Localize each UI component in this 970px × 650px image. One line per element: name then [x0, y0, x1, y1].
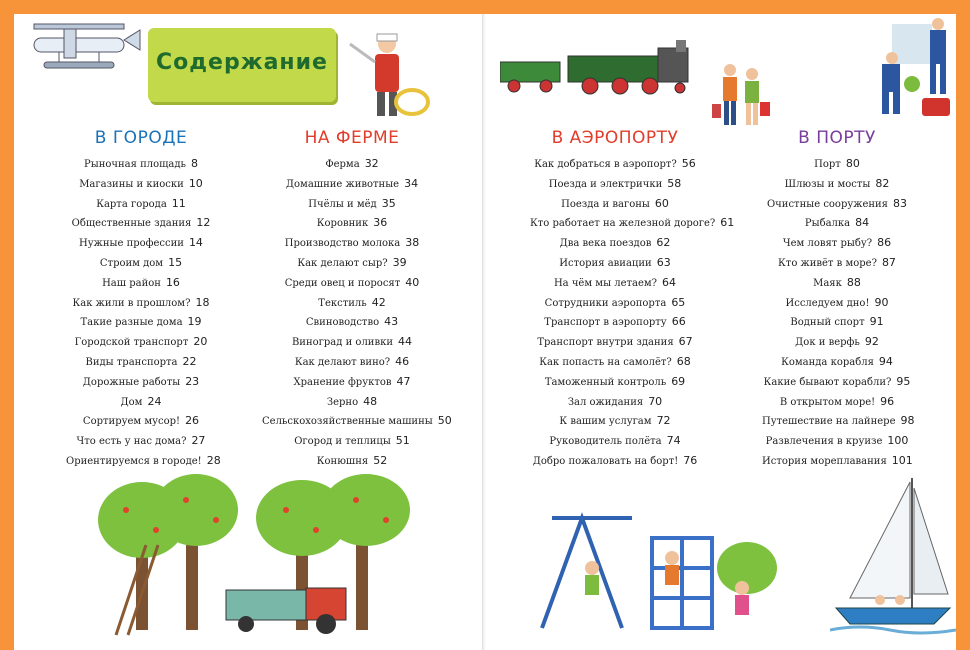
toc-entry-label: Среди овец и поросят	[284, 277, 401, 289]
toc-entry-label: Чем ловят рыбу?	[782, 238, 873, 250]
toc-entry[interactable]	[762, 233, 912, 253]
toc-entry-page-number: 47	[396, 374, 411, 388]
toc-entry-label: Как делают сыр?	[297, 257, 388, 269]
toc-entry-label: Водный спорт	[790, 317, 865, 329]
toc-entry-page-number: 36	[373, 216, 388, 230]
toc-entry-page-number: 28	[206, 453, 221, 467]
toc-entry-label: Текстиль	[318, 297, 367, 309]
section-on-the-farm	[262, 128, 452, 471]
toc-entry-label: На чём мы летаем?	[553, 277, 658, 289]
toc-entry[interactable]	[262, 293, 442, 313]
toc-entry-page-number: 101	[891, 453, 913, 467]
toc-entry-page-number: 69	[671, 374, 686, 388]
toc-entry-label: Конюшня	[316, 455, 369, 467]
toc-entry-page-number: 32	[364, 157, 379, 170]
toc-entry-label: Таможенный контроль	[544, 376, 667, 388]
toc-entry-page-number: 92	[864, 335, 879, 349]
toc-entry[interactable]	[66, 174, 216, 194]
seaplane-illustration	[14, 18, 144, 78]
toc-entry[interactable]	[530, 332, 700, 352]
toc-entry[interactable]	[530, 253, 700, 273]
toc-entry-label: Магазины и киоски	[79, 178, 184, 190]
section-heading: НА ФЕРМЕ	[304, 128, 400, 148]
toc-entry-label: Огород и теплицы	[294, 436, 391, 448]
toc-entry[interactable]	[762, 194, 912, 214]
toc-entry-page-number: 64	[662, 275, 677, 289]
toc-entry[interactable]	[66, 253, 216, 273]
toc-entry[interactable]	[66, 213, 216, 233]
toc-entry-label: В открытом море!	[779, 396, 876, 408]
toc-entry[interactable]	[66, 411, 216, 431]
toc-entry-label: Порт	[814, 159, 841, 170]
toc-list	[530, 154, 735, 471]
toc-entry-page-number: 22	[182, 354, 197, 368]
toc-entry-label: Хранение фруктов	[293, 376, 392, 388]
toc-entry-label: Наш район	[102, 277, 161, 289]
toc-entry-page-number: 35	[381, 196, 396, 210]
train-illustration	[500, 40, 720, 100]
toc-entry-page-number: 51	[395, 434, 410, 448]
toc-entry-page-number: 100	[887, 434, 909, 448]
toc-entry[interactable]	[530, 233, 700, 253]
toc-entry[interactable]	[262, 154, 442, 174]
sailboat-illustration	[830, 468, 956, 640]
toc-entry-page-number: 87	[881, 255, 896, 269]
toc-entry-label: Руководитель полёта	[549, 436, 662, 448]
toc-entry-label: Транспорт в аэропорту	[544, 317, 667, 329]
toc-entry[interactable]	[530, 194, 700, 214]
toc-entry-page-number: 10	[188, 176, 203, 190]
toc-entry-label: Виноград и оливки	[291, 337, 394, 349]
toc-entry-page-number: 65	[671, 295, 686, 309]
toc-entry-page-number: 8	[191, 157, 198, 170]
toc-entry-label: Ферма	[325, 159, 360, 170]
toc-entry[interactable]	[262, 352, 442, 372]
toc-entry-page-number: 68	[676, 354, 691, 368]
toc-entry[interactable]	[762, 273, 912, 293]
toc-entry-page-number: 83	[893, 196, 907, 210]
toc-entry[interactable]	[530, 293, 700, 313]
toc-entry-page-number: 66	[671, 315, 686, 329]
toc-entry-label: Развлечения в круизе	[765, 436, 883, 448]
toc-entry-label: Такие разные дома	[80, 317, 183, 329]
toc-entry-page-number: 26	[185, 414, 200, 428]
toc-entry[interactable]	[262, 253, 442, 273]
toc-entry-page-number: 67	[678, 335, 693, 349]
toc-entry-label: Как попасть на самолёт?	[539, 356, 672, 368]
toc-entry[interactable]	[762, 253, 912, 273]
toc-entry[interactable]	[262, 372, 442, 392]
toc-entry-page-number: 76	[683, 453, 698, 467]
toc-entry-label: Сельскохозяйственные машины	[262, 416, 433, 428]
section-heading: В ПОРТУ	[798, 128, 876, 148]
toc-entry-page-number: 16	[165, 275, 180, 289]
toc-entry-page-number: 44	[398, 335, 413, 349]
toc-entry[interactable]	[762, 431, 912, 451]
toc-entry-page-number: 95	[896, 374, 911, 388]
toc-entry-page-number: 27	[191, 434, 206, 448]
toc-entry-page-number: 98	[900, 414, 915, 428]
toc-entry-page-number: 38	[405, 236, 420, 250]
toc-entry-page-number: 34	[404, 176, 419, 190]
toc-entry-label: Сотрудники аэропорта	[544, 297, 667, 309]
toc-entry-label: К вашим услугам	[559, 416, 652, 428]
toc-entry-page-number: 11	[171, 196, 186, 210]
toc-entry[interactable]	[262, 431, 442, 451]
toc-entry-label: История мореплавания	[762, 455, 887, 467]
toc-entry-page-number: 62	[656, 236, 671, 250]
toc-entry-label: Городской транспорт	[74, 337, 189, 349]
toc-entry-label: Поезда и вагоны	[561, 198, 650, 210]
toc-entry-label: Зал ожидания	[567, 396, 644, 408]
toc-entry-label: Как добраться в аэропорт?	[534, 159, 677, 170]
section-heading: В ГОРОДЕ	[94, 128, 188, 148]
section-at-the-airport	[530, 128, 735, 471]
toc-entry-label: Коровник	[316, 218, 369, 230]
toc-entry[interactable]	[262, 273, 442, 293]
toc-entry[interactable]	[262, 213, 442, 233]
toc-entry[interactable]	[66, 451, 221, 471]
playground-illustration	[522, 508, 782, 638]
toc-entry-label: Рыночная площадь	[84, 159, 186, 170]
toc-entry-label: Два века поездов	[559, 238, 652, 250]
toc-entry[interactable]	[66, 312, 216, 332]
toc-entry[interactable]	[262, 451, 442, 471]
toc-entry-page-number: 86	[877, 236, 892, 250]
toc-entry-page-number: 42	[371, 295, 386, 309]
toc-entry-page-number: 90	[874, 295, 889, 309]
toc-entry[interactable]	[762, 411, 915, 431]
toc-entry[interactable]	[66, 194, 216, 214]
toc-entry-label: Карта города	[96, 198, 167, 210]
toc-entry[interactable]	[66, 273, 216, 293]
toc-entry-label: Какие бывают корабли?	[763, 376, 892, 388]
toc-entry-label: Рыбалка	[804, 218, 851, 230]
toc-entry[interactable]	[530, 312, 700, 332]
toc-entry-page-number: 18	[195, 295, 210, 309]
toc-entry[interactable]	[66, 293, 216, 313]
toc-entry[interactable]	[530, 451, 700, 471]
toc-entry[interactable]	[66, 233, 216, 253]
toc-entry[interactable]	[262, 411, 452, 431]
toc-entry-label: Общественные здания	[71, 218, 192, 230]
toc-entry-page-number: 70	[648, 394, 663, 408]
toc-entry-label: Домашние животные	[285, 178, 400, 190]
toc-entry-page-number: 19	[187, 315, 202, 329]
toc-entry-page-number: 12	[196, 216, 211, 230]
toc-entry-label: Свиноводство	[305, 317, 380, 329]
toc-entry[interactable]	[262, 312, 442, 332]
toc-entry-label: История авиации	[559, 257, 652, 269]
toc-entry[interactable]	[762, 312, 912, 332]
section-at-the-port	[762, 128, 915, 471]
section-heading: В АЭРОПОРТУ	[551, 128, 679, 148]
toc-entry-page-number: 80	[845, 157, 860, 170]
toc-entry-page-number: 91	[869, 315, 884, 329]
toc-list	[66, 154, 221, 471]
toc-entry[interactable]	[530, 273, 700, 293]
toc-entry[interactable]	[262, 233, 442, 253]
toc-entry[interactable]	[530, 352, 700, 372]
toc-entry-page-number: 82	[875, 176, 890, 190]
toc-entry[interactable]	[66, 392, 216, 412]
toc-entry-label: Добро пожаловать на борт!	[532, 455, 679, 467]
toc-entry-label: Команда корабля	[781, 356, 874, 368]
toc-entry-label: Зерно	[326, 396, 359, 408]
toc-entry[interactable]	[762, 213, 912, 233]
toc-entry-label: Пчёлы и мёд	[308, 198, 377, 210]
toc-entry-label: Очистные сооружения	[766, 198, 888, 210]
toc-entry-page-number: 94	[878, 354, 893, 368]
toc-entry-page-number: 23	[185, 374, 200, 388]
toc-entry-page-number: 24	[147, 394, 162, 408]
toc-entry-page-number: 60	[654, 196, 669, 210]
toc-entry-label: Дом	[120, 396, 143, 408]
toc-entry[interactable]	[66, 372, 216, 392]
toc-entry-page-number: 96	[880, 394, 895, 408]
section-in-the-city	[66, 128, 221, 471]
toc-entry-label: Нужные профессии	[79, 238, 184, 250]
toc-entry[interactable]	[530, 154, 700, 174]
toc-entry-label: Путешествие на лайнере	[762, 416, 896, 428]
toc-entry[interactable]	[530, 392, 700, 412]
toc-entry-page-number: 74	[666, 434, 681, 448]
toc-entry[interactable]	[66, 332, 216, 352]
toc-entry-page-number: 46	[395, 354, 410, 368]
toc-entry-label: Док и верфь	[795, 337, 860, 349]
toc-entry[interactable]	[66, 431, 216, 451]
toc-entry-label: Что есть у нас дома?	[76, 436, 187, 448]
toc-entry-label: Кто работает на железной дороге?	[530, 218, 716, 230]
toc-entry-page-number: 20	[193, 335, 208, 349]
toc-entry-label: Ориентируемся в городе!	[66, 455, 202, 467]
toc-entry-label: Производство молока	[284, 238, 401, 250]
toc-entry-page-number: 63	[656, 255, 671, 269]
toc-entry[interactable]	[762, 332, 912, 352]
toc-entry-page-number: 84	[855, 216, 870, 230]
travelers-illustration	[712, 62, 772, 130]
toc-entry-page-number: 43	[384, 315, 399, 329]
toc-entry-label: Как делают вино?	[294, 356, 391, 368]
toc-entry-label: Строим дом	[99, 257, 164, 269]
title-box	[148, 28, 336, 102]
toc-entry-label: Поезда и электрички	[548, 178, 663, 190]
toc-entry-page-number: 39	[392, 255, 407, 269]
toc-entry-label: Сортируем мусор!	[82, 416, 181, 428]
toc-entry-page-number: 40	[405, 275, 420, 289]
mechanics-illustration	[872, 14, 956, 118]
toc-entry-page-number: 48	[363, 394, 378, 408]
toc-entry[interactable]	[762, 392, 912, 412]
toc-entry[interactable]	[262, 392, 442, 412]
orchard-illustration	[96, 470, 426, 642]
toc-entry-page-number: 58	[667, 176, 682, 190]
toc-entry-label: Виды транспорта	[85, 356, 178, 368]
toc-entry[interactable]	[530, 372, 700, 392]
toc-entry[interactable]	[530, 213, 735, 233]
toc-entry[interactable]	[530, 431, 700, 451]
toc-entry-label: Маяк	[813, 277, 842, 289]
toc-entry[interactable]	[66, 352, 216, 372]
toc-entry[interactable]	[762, 154, 912, 174]
toc-entry[interactable]	[66, 154, 216, 174]
toc-entry-page-number: 88	[846, 275, 861, 289]
toc-entry[interactable]	[530, 174, 700, 194]
toc-entry-page-number: 52	[373, 453, 388, 467]
toc-entry[interactable]	[262, 174, 442, 194]
toc-entry-page-number: 72	[656, 414, 671, 428]
toc-entry[interactable]	[762, 372, 912, 392]
firefighter-illustration	[342, 30, 432, 125]
toc-entry[interactable]	[262, 194, 442, 214]
toc-entry[interactable]	[762, 174, 912, 194]
toc-entry-label: Кто живёт в море?	[778, 257, 877, 269]
toc-list	[262, 154, 452, 471]
toc-entry[interactable]	[530, 411, 700, 431]
toc-entry-page-number: 61	[720, 216, 735, 230]
toc-entry-page-number: 14	[188, 236, 203, 250]
toc-entry-page-number: 56	[681, 157, 696, 170]
toc-entry[interactable]	[762, 293, 912, 313]
toc-entry-label: Как жили в прошлом?	[72, 297, 191, 309]
toc-entry[interactable]	[762, 352, 912, 372]
toc-entry-page-number: 50	[437, 414, 452, 428]
toc-entry-label: Транспорт внутри здания	[537, 337, 674, 349]
toc-list	[762, 154, 915, 471]
toc-entry[interactable]	[262, 332, 442, 352]
toc-entry-page-number: 15	[168, 255, 183, 269]
toc-entry-label: Дорожные работы	[82, 376, 181, 388]
page-title: Содержание	[156, 50, 328, 75]
toc-entry-label: Шлюзы и мосты	[784, 178, 871, 190]
toc-entry-label: Исследуем дно!	[785, 297, 870, 309]
